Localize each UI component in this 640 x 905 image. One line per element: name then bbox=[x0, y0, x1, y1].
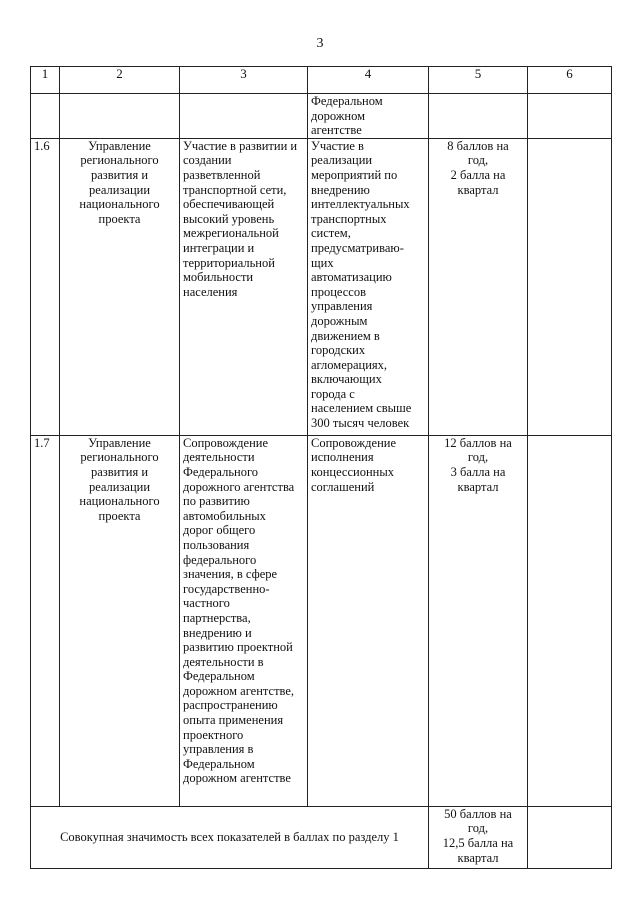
header-cell-2: 2 bbox=[60, 67, 180, 94]
row-indicator: Участие в реализации мероприятий по внедрению интеллектуальных транспортных систем, предусматриваю- щих автоматизацию процессов управления дорожным движением в городских агломерациях, включающих города с населением свыше 300 тысяч человек bbox=[308, 138, 429, 435]
row-number: 1.6 bbox=[31, 138, 60, 435]
row-indicator: Сопровождение исполнения концессионных соглашений bbox=[308, 435, 429, 806]
continuation-row bbox=[31, 94, 612, 139]
indicators-table bbox=[30, 66, 612, 869]
total-col6 bbox=[528, 806, 612, 868]
header-cell-1: 1 bbox=[31, 67, 60, 94]
table-row bbox=[31, 138, 612, 435]
continuation-cell-5 bbox=[429, 94, 528, 139]
row-department: Управление регионального развития и реализации национального проекта bbox=[60, 138, 180, 435]
continuation-cell-4: Федеральном дорожном агентстве bbox=[308, 94, 429, 139]
page-number: 3 bbox=[316, 36, 324, 51]
continuation-cell-3 bbox=[180, 94, 308, 139]
row-goal: Сопровождение деятельности Федерального дорожного агентства по развитию автомобильных дорог общего пользования федерального значения, в сфере государственно- частного партнерства, внедрению и развитию проектной деятельности в Федеральном дорожном агентстве, распространению опыта применения проектного управления в Федеральном дорожном агентстве bbox=[180, 435, 308, 806]
continuation-cell-2 bbox=[60, 94, 180, 139]
header-cell-3: 3 bbox=[180, 67, 308, 94]
row-number: 1.7 bbox=[31, 435, 60, 806]
header-cell-4: 4 bbox=[308, 67, 429, 94]
continuation-cell-1 bbox=[31, 94, 60, 139]
row-col6 bbox=[528, 138, 612, 435]
header-row bbox=[31, 67, 612, 94]
total-row bbox=[31, 806, 612, 868]
row-goal: Участие в развитии и создании разветвленной транспортной сети, обеспечивающей высокий уровень межрегиональной интеграции и территориальной мобильности населения bbox=[180, 138, 308, 435]
row-col6 bbox=[528, 435, 612, 806]
row-score: 12 баллов на год, 3 балла на квартал bbox=[429, 435, 528, 806]
total-label: Совокупная значимость всех показателей в баллах по разделу 1 bbox=[31, 806, 429, 868]
row-score: 8 баллов на год, 2 балла на квартал bbox=[429, 138, 528, 435]
table-row bbox=[31, 435, 612, 806]
header-cell-6: 6 bbox=[528, 67, 612, 94]
header-cell-5: 5 bbox=[429, 67, 528, 94]
total-value: 50 баллов на год, 12,5 балла на квартал bbox=[429, 806, 528, 868]
continuation-cell-6 bbox=[528, 94, 612, 139]
row-department: Управление регионального развития и реализации национального проекта bbox=[60, 435, 180, 806]
